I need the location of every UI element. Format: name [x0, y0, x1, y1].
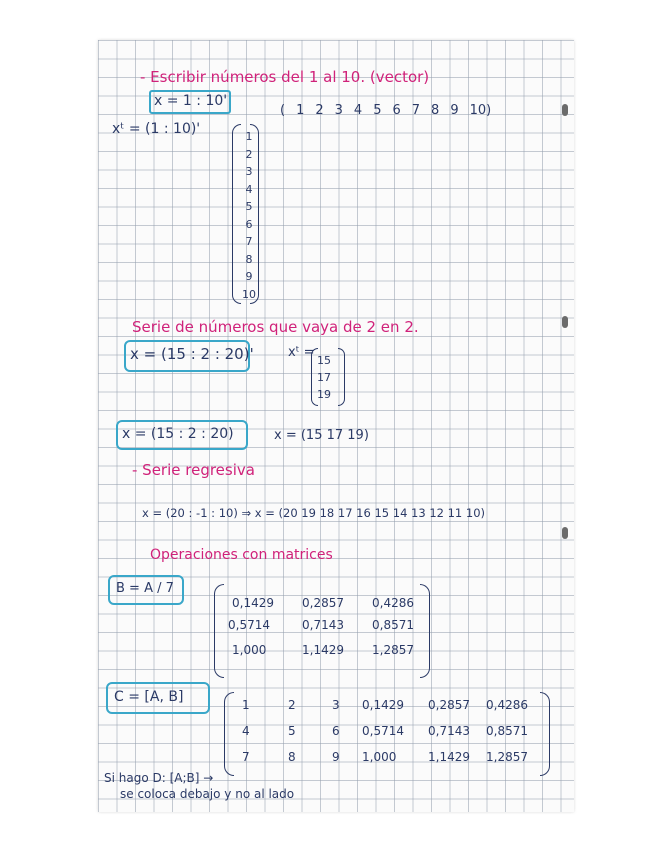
c-matrix-cell: 0,4286 — [486, 698, 528, 712]
row-vector-item: 7 — [411, 103, 421, 118]
c-matrix-cell: 1,1429 — [428, 750, 470, 764]
b-matrix-row — [232, 596, 432, 610]
c-matrix-row — [242, 750, 536, 764]
c-def: C = [A, B] — [114, 689, 184, 705]
row-vector-item: 2 — [315, 103, 324, 118]
b-matrix-cell: 0,7143 — [302, 618, 344, 632]
column-vector-item: 7 — [245, 235, 253, 248]
title-line: - Escribir números del 1 al 10. (vector) — [140, 68, 430, 86]
c-matrix-cell: 2 — [288, 698, 296, 712]
row-vector-item: 5 — [373, 103, 382, 118]
row-vector — [280, 104, 491, 117]
series-column-item: 19 — [317, 388, 331, 401]
c-matrix-cell: 1,2857 — [486, 750, 528, 764]
b-matrix-left-paren — [214, 584, 224, 678]
c-matrix-cell: 1 — [242, 698, 250, 712]
c-matrix-cell: 0,8571 — [486, 724, 528, 738]
row-vector-item: ( — [280, 103, 286, 118]
b-matrix-cell: 0,2857 — [302, 596, 344, 610]
column-vector — [239, 128, 259, 303]
c-matrix-cell: 1,000 — [362, 750, 397, 764]
c-matrix-cell: 4 — [242, 724, 250, 738]
row-vector-item: 10) — [469, 103, 492, 118]
series-column-item: 17 — [317, 371, 331, 384]
column-vector-item: 5 — [245, 200, 253, 213]
column-vector-item: 3 — [245, 165, 253, 178]
column-vector-item: 9 — [245, 270, 253, 283]
b-matrix-cell: 1,000 — [232, 643, 267, 657]
c-matrix-cell: 0,5714 — [362, 724, 404, 738]
series-def2: x = (15 : 2 : 20) — [122, 426, 234, 442]
b-matrix-cell: 1,1429 — [302, 643, 344, 657]
regressive-heading: - Serie regresiva — [132, 461, 255, 479]
c-matrix-row — [242, 698, 536, 712]
binder-hole — [562, 316, 568, 328]
series-transpose-label: xᵗ = — [288, 345, 315, 360]
binder-hole — [562, 527, 568, 539]
b-matrix-row — [228, 618, 432, 632]
vector-def: x = 1 : 10' — [154, 93, 228, 109]
series-column — [317, 352, 331, 403]
note-line-2: se coloca debajo y no al lado — [120, 787, 295, 801]
c-matrix-right-paren — [540, 692, 550, 776]
c-matrix-cell: 9 — [332, 750, 340, 764]
b-matrix-cell: 0,5714 — [228, 618, 270, 632]
b-matrix-cell: 0,4286 — [372, 596, 414, 610]
c-matrix-row — [242, 724, 536, 738]
c-matrix-cell: 7 — [242, 750, 250, 764]
matrix-heading: Operaciones con matrices — [150, 547, 333, 563]
c-matrix-cell: 0,7143 — [428, 724, 470, 738]
b-matrix-cell: 1,2857 — [372, 643, 414, 657]
series-column-item: 15 — [317, 354, 331, 367]
series-column-right-paren — [338, 348, 345, 406]
c-matrix-cell: 0,2857 — [428, 698, 470, 712]
b-matrix-cell: 0,8571 — [372, 618, 414, 632]
c-matrix-cell: 5 — [288, 724, 296, 738]
b-matrix-row — [232, 643, 432, 657]
row-vector-item: 6 — [392, 103, 401, 118]
column-vector-item: 10 — [242, 287, 256, 301]
row-vector-item: 8 — [431, 103, 440, 118]
series-def: x = (15 : 2 : 20)' — [130, 345, 254, 363]
column-vector-item: 1 — [245, 130, 253, 143]
c-matrix-cell: 6 — [332, 724, 340, 738]
series-heading: Serie de números que vaya de 2 en 2. — [132, 318, 419, 336]
b-matrix-cell: 0,1429 — [232, 596, 274, 610]
row-vector-item: 9 — [450, 103, 459, 118]
transpose-def: xᵗ = (1 : 10)' — [112, 121, 201, 137]
c-matrix-left-paren — [224, 692, 234, 776]
binder-hole — [562, 104, 568, 116]
row-vector-item: 3 — [334, 103, 343, 118]
c-matrix-cell: 8 — [288, 750, 296, 764]
row-vector-item: 4 — [353, 103, 363, 118]
row-vector-item: 1 — [296, 103, 305, 118]
c-matrix-cell: 0,1429 — [362, 698, 404, 712]
c-matrix-cell: 3 — [332, 698, 340, 712]
note-line-1: Si hago D: [A;B] → — [104, 771, 214, 785]
b-def: B = A / 7 — [116, 581, 174, 596]
column-vector-item: 2 — [245, 147, 253, 161]
column-vector-item: 4 — [245, 182, 253, 196]
regressive-line: x = (20 : -1 : 10) ⇒ x = (20 19 18 17 16 15 14 13 12 11 10) — [142, 506, 486, 520]
column-vector-item: 6 — [245, 217, 253, 231]
notebook-page — [98, 40, 574, 812]
column-vector-item: 8 — [245, 252, 253, 266]
series-result: x = (15 17 19) — [274, 428, 369, 443]
